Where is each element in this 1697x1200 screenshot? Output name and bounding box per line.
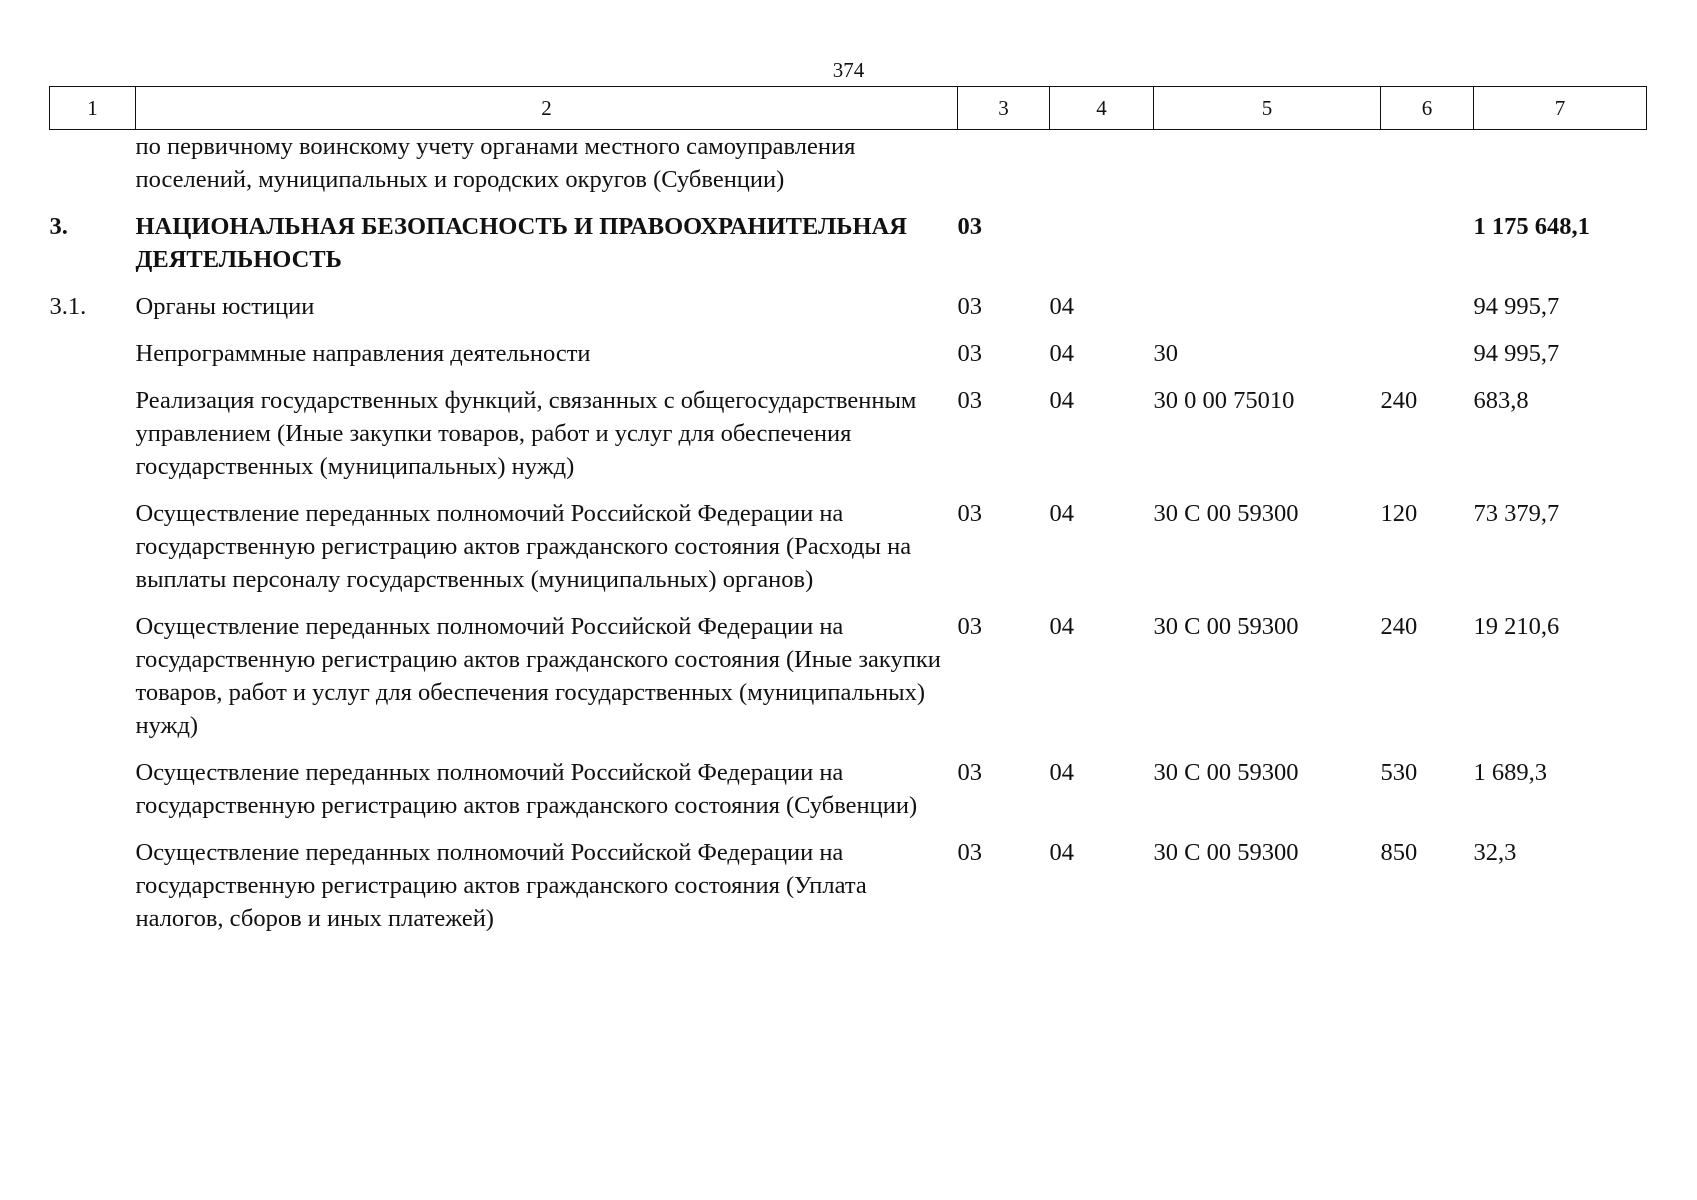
item-name: Органы юстиции	[135, 293, 315, 320]
table-row	[50, 497, 1647, 610]
expense-type-code	[1381, 337, 1474, 384]
table-row	[50, 337, 1647, 384]
expense-type-code: 850	[1380, 839, 1418, 866]
table-row	[50, 130, 1647, 211]
item-number	[50, 497, 136, 610]
amount: 683,8	[1473, 387, 1529, 414]
item-name: Непрограммные направления деятельности	[135, 340, 591, 367]
column-number-header: 2	[136, 87, 958, 130]
subsection-code: 04	[1049, 613, 1074, 640]
amount	[1474, 130, 1647, 211]
section-code	[958, 130, 1050, 211]
column-number-header: 3	[958, 87, 1050, 130]
expense-type-code: 240	[1380, 613, 1418, 640]
amount: 94 995,7	[1473, 340, 1560, 367]
item-name: Осуществление переданных полномочий Российской Федерации на государственную регистрацию актов гражданского состояния (Уплата налогов, сборов и иных платежей)	[135, 839, 867, 932]
table-row	[50, 610, 1647, 756]
column-number-header: 5	[1154, 87, 1381, 130]
expense-type-code	[1381, 290, 1474, 337]
amount: 19 210,6	[1473, 613, 1560, 640]
page-number: 374	[832, 58, 865, 82]
subsection-code: 04	[1049, 293, 1074, 320]
target-article-code: 30 С 00 59300	[1153, 839, 1299, 866]
target-article-code: 30 0 00 75010	[1153, 387, 1295, 414]
column-number-header: 7	[1474, 87, 1647, 130]
item-name: НАЦИОНАЛЬНАЯ БЕЗОПАСНОСТЬ И ПРАВООХРАНИТЕЛЬНАЯ ДЕЯТЕЛЬНОСТЬ	[135, 213, 907, 273]
target-article-code: 30 С 00 59300	[1153, 613, 1299, 640]
target-article-code: 30 С 00 59300	[1153, 759, 1299, 786]
expense-type-code: 240	[1380, 387, 1418, 414]
table-row	[50, 210, 1647, 290]
item-name: Осуществление переданных полномочий Российской Федерации на государственную регистрацию актов гражданского состояния (Субвенции)	[135, 759, 918, 819]
subsection-code: 04	[1049, 759, 1074, 786]
column-number-header: 6	[1381, 87, 1474, 130]
item-number	[50, 130, 136, 211]
item-number: 3.1.	[49, 293, 87, 320]
item-number	[50, 610, 136, 756]
section-code: 03	[957, 293, 982, 320]
target-article-code	[1154, 130, 1381, 211]
amount: 1 175 648,1	[1473, 213, 1590, 240]
expense-type-code: 120	[1380, 500, 1418, 527]
column-number-header: 4	[1050, 87, 1154, 130]
table-row	[50, 384, 1647, 497]
target-article-code: 30 С 00 59300	[1153, 500, 1299, 527]
item-number	[50, 337, 136, 384]
amount: 1 689,3	[1473, 759, 1547, 786]
item-number	[50, 836, 136, 949]
item-number	[50, 756, 136, 836]
subsection-code: 04	[1049, 387, 1074, 414]
amount: 94 995,7	[1473, 293, 1560, 320]
amount: 32,3	[1473, 839, 1517, 866]
table-row	[50, 290, 1647, 337]
amount: 73 379,7	[1473, 500, 1560, 527]
table-row	[50, 836, 1647, 949]
column-number-header: 1	[50, 87, 136, 130]
expense-type-code	[1381, 210, 1474, 290]
subsection-code: 04	[1049, 500, 1074, 527]
subsection-code	[1050, 210, 1154, 290]
target-article-code	[1154, 210, 1381, 290]
expense-type-code	[1381, 130, 1474, 211]
table-row	[50, 756, 1647, 836]
section-code: 03	[957, 213, 982, 240]
item-name: Осуществление переданных полномочий Российской Федерации на государственную регистрацию актов гражданского состояния (Расходы на выплаты персоналу государственных (муниципальных) органов)	[135, 500, 912, 593]
item-number: 3.	[49, 213, 68, 240]
section-code: 03	[957, 613, 982, 640]
target-article-code	[1154, 290, 1381, 337]
expense-type-code: 530	[1380, 759, 1418, 786]
item-name: Реализация государственных функций, связанных с общегосударственным управлением (Иные закупки товаров, работ и услуг для обеспечения государственных (муниципальных) нужд)	[135, 387, 917, 480]
section-code: 03	[957, 759, 982, 786]
item-name: Осуществление переданных полномочий Российской Федерации на государственную регистрацию актов гражданского состояния (Иные закупки товаров, работ и услуг для обеспечения государственных (муниципальных) нужд)	[135, 613, 941, 739]
column-number-row	[50, 87, 1647, 130]
section-code: 03	[957, 340, 982, 367]
subsection-code	[1050, 130, 1154, 211]
item-number	[50, 384, 136, 497]
target-article-code: 30	[1153, 340, 1178, 367]
subsection-code: 04	[1049, 839, 1074, 866]
subsection-code: 04	[1049, 340, 1074, 367]
section-code: 03	[957, 839, 982, 866]
item-name: по первичному воинскому учету органами местного самоуправления поселений, муниципальных и городских округов (Субвенции)	[135, 133, 856, 193]
section-code: 03	[957, 500, 982, 527]
budget-table	[49, 86, 1647, 949]
section-code: 03	[957, 387, 982, 414]
